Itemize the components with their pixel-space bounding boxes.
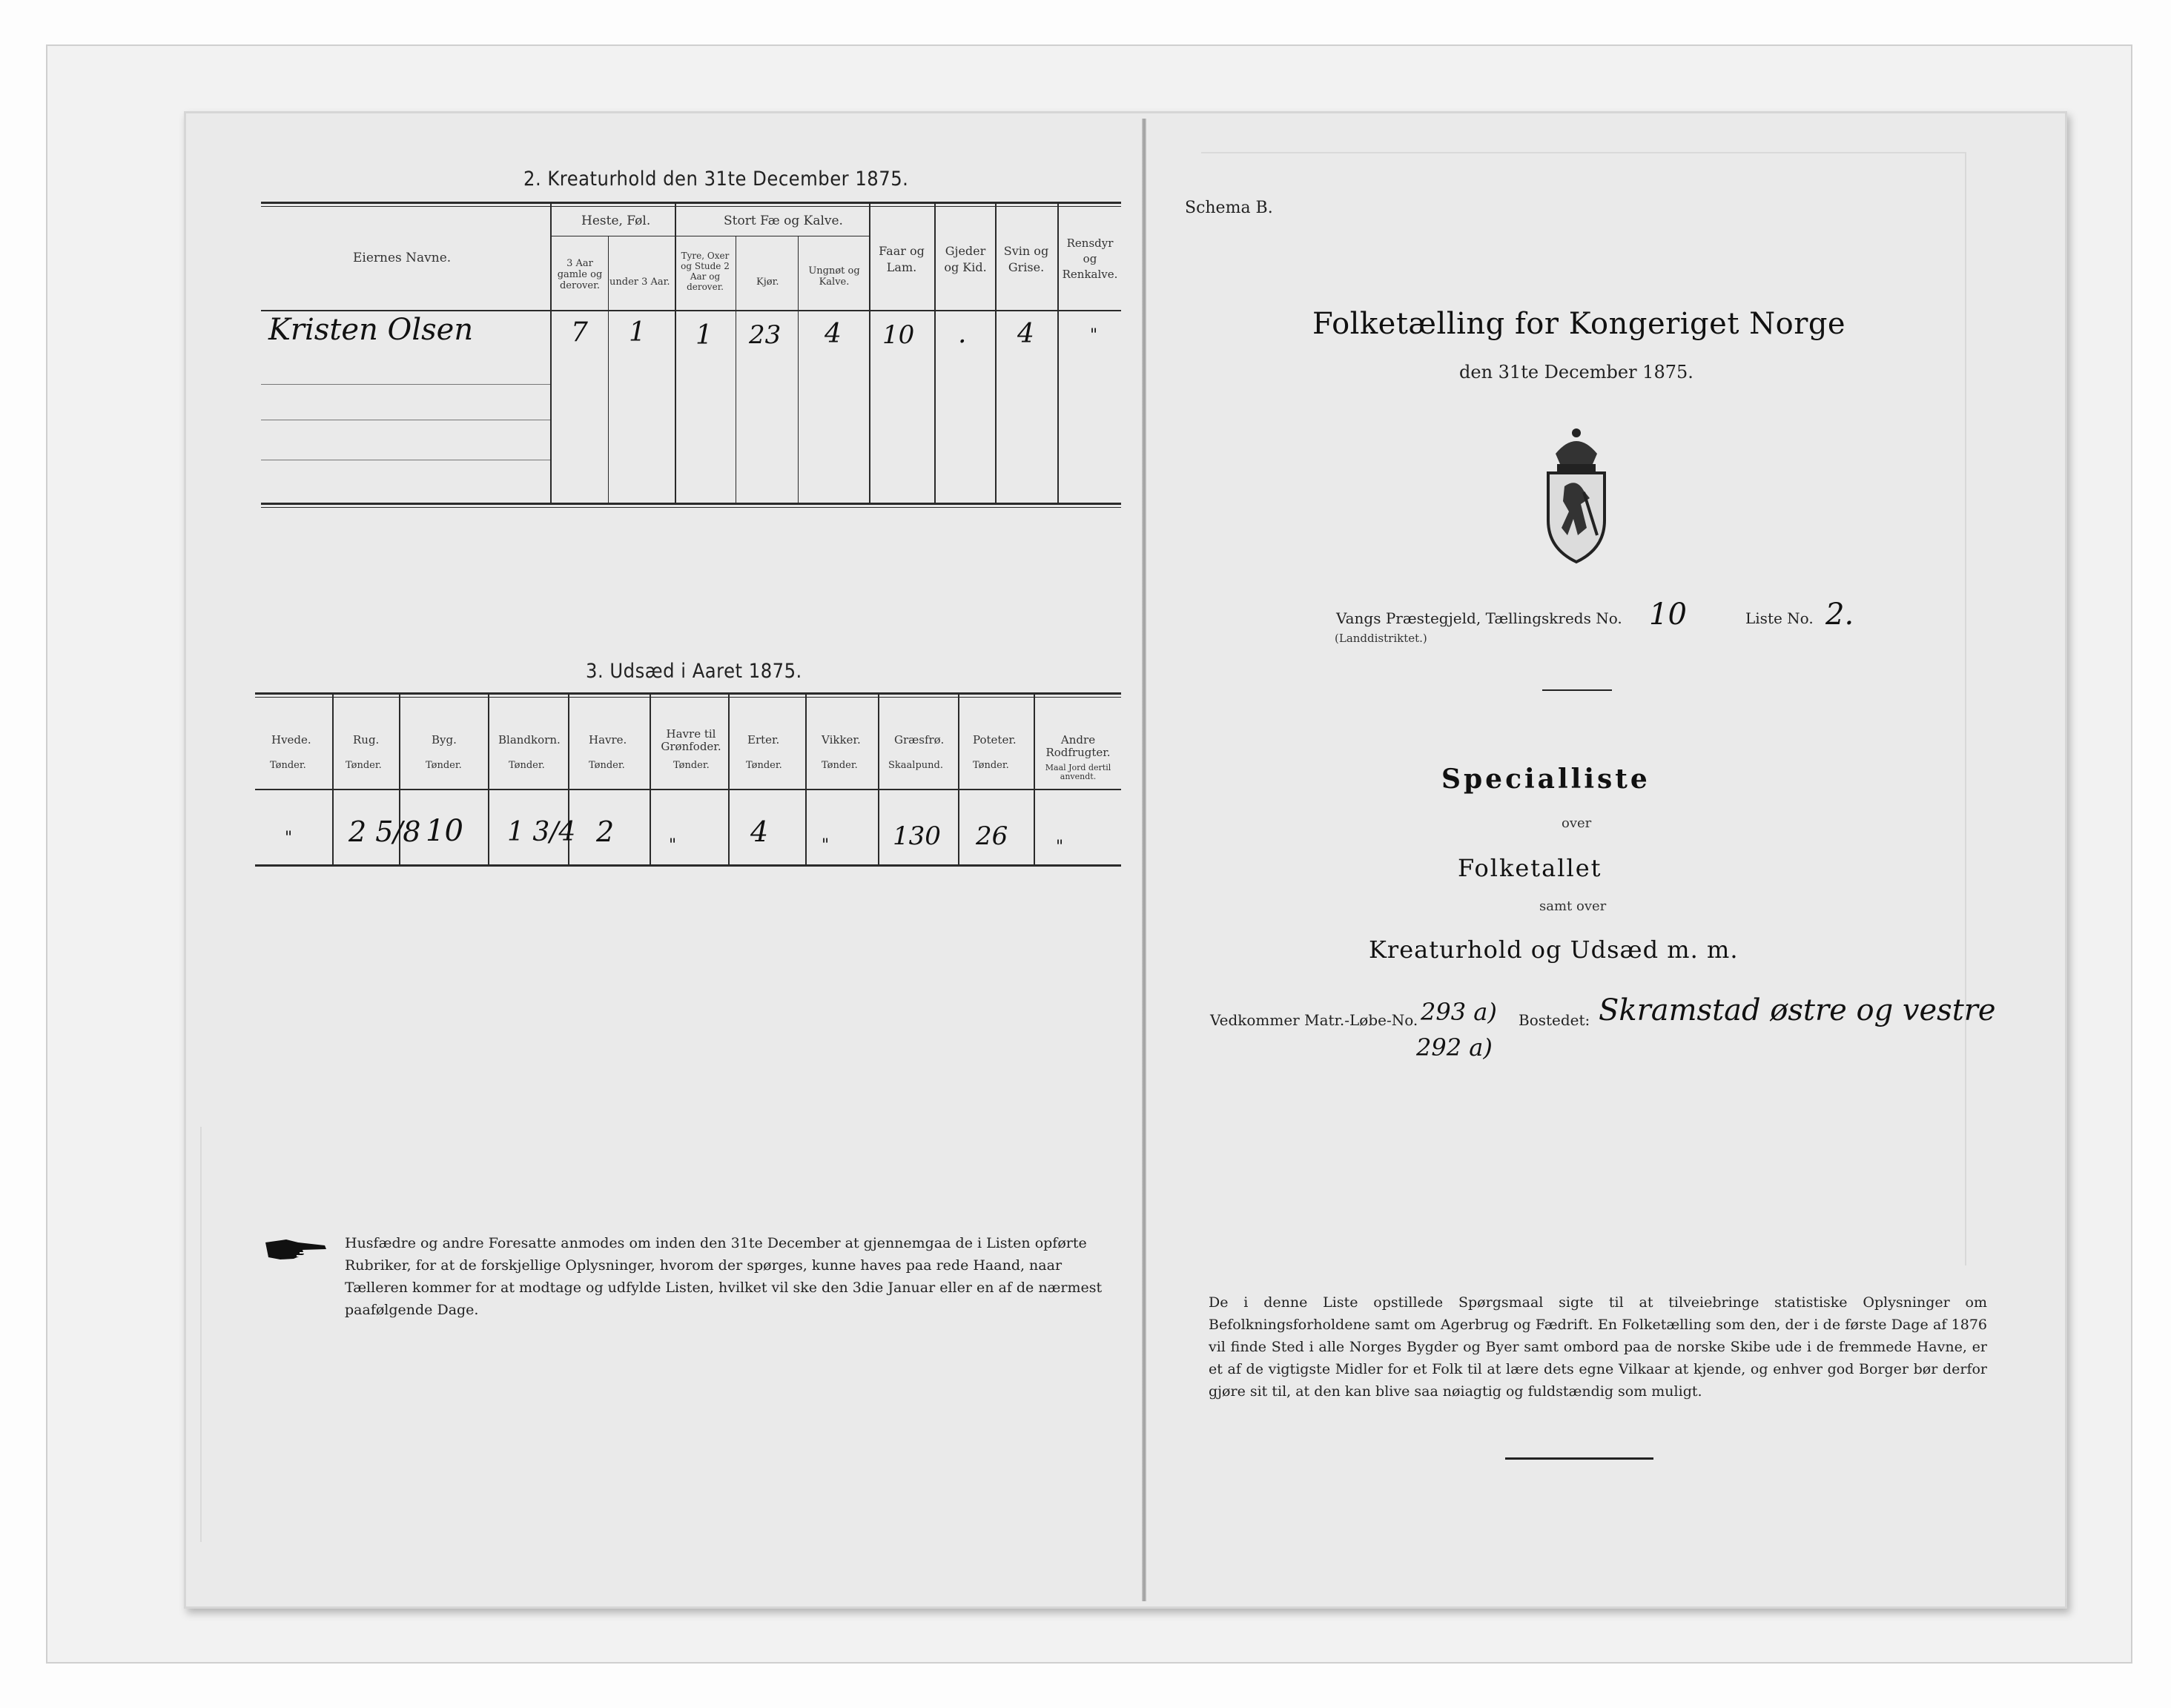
col-rule [869,204,870,504]
matr-value-2: 292 a) [1416,1033,1493,1062]
col-rule [1034,695,1035,866]
col-header-vikker: Vikker. [822,733,861,747]
col-header-byg: Byg. [432,733,457,747]
cell-graesfro: 130 [893,821,941,851]
col-rule [805,695,807,866]
matr-label: Vedkommer Matr.-Løbe-No. [1210,1011,1418,1029]
col-header-faar: Faar og Lam. [879,244,925,274]
col-header-havre-unit: Tønder. [589,760,625,771]
col-header-hvede: Hvede. [271,733,311,747]
table-rule [255,789,1121,790]
cell-vikker: " [822,836,830,855]
col-header-stort-a: Tyre, Oxer og Stude 2 Aar og derover. [681,251,730,292]
pointing-hand-icon [264,1237,328,1262]
cell-gjeder: . [958,319,967,349]
cell-stort-c: 4 [825,319,842,349]
intro-text: De i denne Liste opstillede Spørgsmaal sigte til at tilveiebringe statistiske Oplysninger om Befolkningsforholdene samt om Agerbrug og Fædrift. En Folketælling som den, der i de første Dage af 1876 vil finde Sted i alle Norges Bygder og Byer samt ombord paa de norske Skibe ude i de fremmede Havne, er et af de vigtigste Midler for et Folk til at lære dets egne Vilkaar at kjende, og enhver god Borger bør derfor gjøre sit til, at den kan blive saa nøiagtig og fuldstændig som muligt. [1209,1294,1987,1400]
col-header-andre: Andre Rodfrugter. [1045,733,1111,759]
prestegjeld-value: Vangs [1336,609,1381,627]
col-header-eier: Eiernes Navne. [353,251,452,265]
col-header-rensdyr: Rensdyr og Renkalve. [1062,236,1118,281]
col-header-blandkorn-unit: Tønder. [509,760,545,771]
landdistrikt-label: (Landdistriktet.) [1335,632,1427,645]
col-header-heste-b: under 3 Aar. [609,277,670,288]
cell-svin: 4 [1017,319,1034,349]
col-rule [332,695,334,866]
prestegjeld-label: Præstegjeld, [1385,609,1481,627]
col-rule [488,695,489,866]
col-rule [550,204,552,504]
col-header-andre-unit: Maal Jord dertil anvendt. [1045,763,1111,781]
kreds-value: 10 [1649,598,1687,632]
liste-label: Liste No. [1745,609,1814,627]
col-header-svin: Svin og Grise. [1003,244,1049,274]
folketallet-title: Folketallet [1458,854,1602,882]
col-rule [650,695,651,866]
col-header-graesfro-unit: Skaalpund. [888,760,943,771]
bleed-through-left [200,1127,387,1542]
liste-value: 2. [1825,598,1854,632]
col-rule [958,695,959,866]
cell-havre: 2 [596,815,615,848]
row-rule [261,384,550,385]
cell-heste-a: 7 [571,317,588,348]
cell-heste-b: 1 [629,317,646,348]
cell-faar: 10 [882,320,915,350]
kreds-label: Tællingskreds No. [1485,609,1622,627]
table-rule [255,864,1121,867]
col-header-vikker-unit: Tønder. [822,760,858,771]
cell-andre: " [1056,838,1064,856]
col-header-gronfoder: Havre til Grønfoder. [661,727,721,753]
cell-stort-b: 23 [749,320,782,350]
col-header-heste: Heste, Føl. [581,214,651,228]
col-rule [934,204,936,504]
col-header-stort: Stort Fæ og Kalve. [724,214,843,228]
cell-hvede: " [285,829,293,847]
divider-rule [1542,689,1612,691]
census-title: Folketælling for Kongeriget Norge [1312,307,1846,341]
col-header-stort-b: Kjør. [756,277,779,288]
table-rule [261,206,1121,207]
cell-rensdyr: " [1090,326,1098,345]
divider-rule [1505,1457,1653,1460]
cell-stort-a: 1 [695,320,713,351]
coat-of-arms-icon [1538,424,1615,565]
col-header-stort-c: Ungnøt og Kalve. [808,265,860,288]
col-header-erter: Erter. [747,733,780,747]
census-subtitle: den 31te December 1875. [1459,362,1693,383]
col-header-rug-unit: Tønder. [346,760,382,771]
cell-erter: 4 [750,815,769,848]
col-header-graesfro: Græsfrø. [894,733,945,747]
district-line [1336,609,1622,627]
col-rule [608,236,609,504]
cell-blandkorn: 1 3/4 [507,817,576,847]
bosted-label: Bostedet: [1519,1011,1590,1029]
col-header-poteter: Poteter. [973,733,1017,747]
col-header-erter-unit: Tønder. [746,760,782,771]
kreaturhold-title: 2. Kreaturhold den 31te December 1875. [523,168,909,191]
col-header-havre: Havre. [589,733,627,747]
cell-rug: 2 5/8 [348,815,421,848]
col-rule [995,204,997,504]
notice-text: Husfædre og andre Foresatte anmodes om inden den 31te December at gjennemgaa de i Listen opførte Rubriker, for at de forskjellige Oplysninger, hvorom der spørges, kunne haves paa rede Haand, naar Tælleren kommer for at modtage og udfylde Listen, hvilket vil ske den 3die Januar eller en af de nærmest paafølgende Dage. [345,1235,1103,1318]
table-rule [255,692,1121,695]
cell-byg: 10 [426,814,463,848]
col-header-gronfoder-unit: Tønder. [673,760,710,771]
table-rule [261,310,1121,311]
col-header-blandkorn: Blandkorn. [498,733,561,747]
matr-value-1: 293 a) [1421,998,1497,1026]
col-header-heste-a: 3 Aar gamle og derover. [557,258,603,291]
table-rule [261,503,1121,505]
cell-poteter: 26 [976,821,1008,851]
col-rule [675,204,676,504]
table-rule [255,697,1121,698]
col-rule [878,695,879,866]
col-rule [798,236,799,504]
over-label: over [1562,815,1592,831]
specialliste-title: Specialliste [1441,764,1650,795]
cell-gronfoder: " [669,836,677,855]
col-header-poteter-unit: Tønder. [973,760,1009,771]
table-rule [261,202,1121,204]
bosted-value: Skramstad østre og vestre [1599,993,1996,1027]
col-rule [1057,204,1059,504]
schema-label: Schema B. [1185,199,1273,217]
col-header-rug: Rug. [353,733,380,747]
col-header-gjeder: Gjeder og Kid. [944,244,987,274]
udsaed-title: 3. Udsæd i Aaret 1875. [586,660,802,683]
table-rule [261,507,1121,508]
kreatur-udsaed-title: Kreaturhold og Udsæd m. m. [1369,936,1739,964]
owner-name: Kristen Olsen [268,313,474,347]
col-rule [728,695,730,866]
col-header-byg-unit: Tønder. [426,760,462,771]
col-header-hvede-unit: Tønder. [270,760,306,771]
page-fold [1142,119,1146,1601]
samt-over-label: samt over [1539,898,1607,914]
